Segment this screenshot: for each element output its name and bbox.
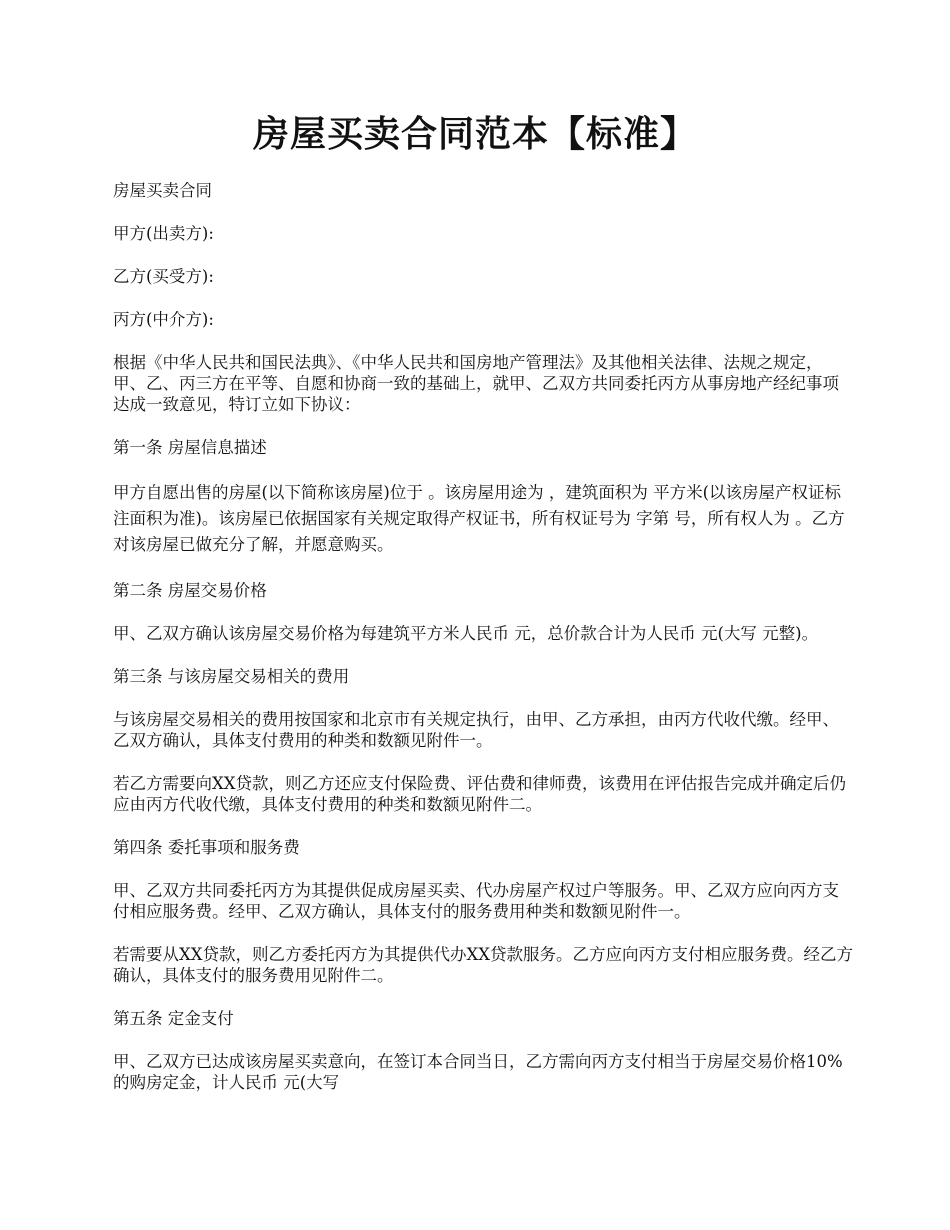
article-4-heading: 第四条 委托事项和服务费 (113, 838, 300, 857)
article-1-heading: 第一条 房屋信息描述 (113, 438, 267, 457)
party-a-line: 甲方(出卖方): (113, 224, 214, 243)
article-1-paragraph: 甲方自愿出售的房屋(以下简称该房屋)位于 。该房屋用途为 ，建筑面积为 平方米(以该房屋产权证标注面积为准)。该房屋已依据国家有关规定取得产权证书，所有权证号为 字第 号，所有权人为 。乙方对该房屋已做充分了解，并愿意购买。 (113, 483, 845, 554)
document-title: 房屋买卖合同范本【标准】 (252, 113, 697, 155)
article-4-paragraph-1: 甲、乙双方共同委托丙方为其提供促成房屋买卖、代办房屋产权过户等服务。甲、乙双方应向丙方支付相应服务费。经甲、乙双方确认，具体支付的服务费用种类和数额见附件一。 (113, 881, 839, 921)
article-3-paragraph-1: 与该房屋交易相关的费用按国家和北京市有关规定执行，由甲、乙方承担，由丙方代收代缴。经甲、乙双方确认，具体支付费用的种类和数额见附件一。 (113, 710, 839, 750)
contract-heading: 房屋买卖合同 (113, 181, 212, 200)
article-3-heading: 第三条 与该房屋交易相关的费用 (113, 667, 350, 686)
preamble-paragraph: 根据《中华人民共和国民法典》、《中华人民共和国房地产管理法》及其他相关法律、法规之规定，甲、乙、丙三方在平等、自愿和协商一致的基础上，就甲、乙双方共同委托丙方从事房地产经纪事项达成一致意见，特订立如下协议： (113, 353, 839, 414)
party-b-line: 乙方(买受方): (113, 267, 214, 286)
article-2-heading: 第二条 房屋交易价格 (113, 581, 267, 600)
article-3-paragraph-2: 若乙方需要向XX贷款，则乙方还应支付保险费、评估费和律师费，该费用在评估报告完成并确定后仍应由丙方代收代缴，具体支付费用的种类和数额见附件二。 (113, 774, 846, 814)
article-2-paragraph: 甲、乙双方确认该房屋交易价格为每建筑平方米人民币 元，总价款合计为人民币 元(大写 元整)。 (113, 624, 819, 643)
article-5-heading: 第五条 定金支付 (113, 1009, 234, 1028)
article-4-paragraph-2: 若需要从XX贷款，则乙方委托丙方为其提供代办XX贷款服务。乙方应向丙方支付相应服务费。经乙方确认，具体支付的服务费用见附件二。 (113, 945, 853, 985)
article-5-paragraph: 甲、乙双方已达成该房屋买卖意向，在签订本合同当日，乙方需向丙方支付相当于房屋交易价格10%的购房定金，计人民币 元(大写 (113, 1052, 843, 1092)
party-c-line: 丙方(中介方): (113, 310, 214, 329)
document-body (113, 180, 853, 1115)
